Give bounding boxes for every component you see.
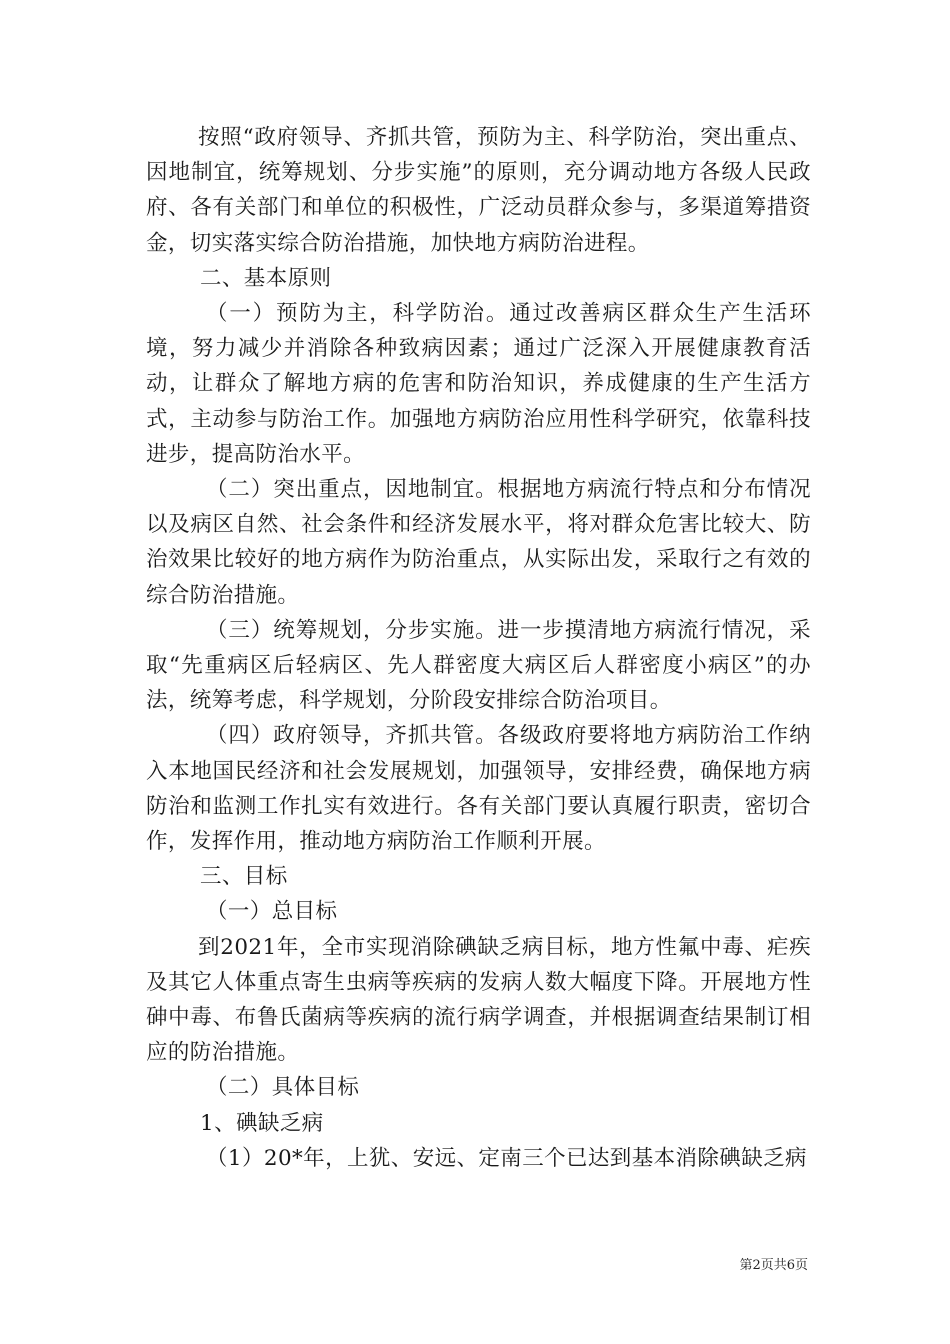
document-body: [146, 120, 811, 1176]
paragraph-principles-intro: 按照“政府领导、齐抓共管，预防为主、科学防治，突出重点、因地制宜，统筹规划、分步实施”的原则，充分调动地方各级人民政府、各有关部门和单位的积极性，广泛动员群众参与，多渠道筹措资金，切实落实综合防治措施，加快地方病防治进程。: [146, 125, 811, 256]
page-number-footer: 第2页共6页: [739, 1258, 808, 1273]
heading-basic-principles: 二、基本原则: [200, 265, 332, 291]
paragraph-iodine-item-1: （1）20*年，上犹、安远、定南三个已达到基本消除碘缺乏病: [206, 1145, 807, 1171]
paragraph-principle-1: （一）预防为主，科学防治。通过改善病区群众生产生活环境，努力减少并消除各种致病因素；通过广泛深入开展健康教育活动，让群众了解地方病的危害和防治知识，养成健康的生产生活方式，主动参与防治工作。加强地方病防治应用性科学研究，依靠科技进步，提高防治水平。: [146, 301, 811, 467]
subheading-specific-goals: （二）具体目标: [206, 1075, 360, 1101]
subheading-overall-goal: （一）总目标: [206, 899, 338, 925]
paragraph-principle-3: （三）统筹规划，分步实施。进一步摸清地方病流行情况，采取“先重病区后轻病区、先人群密度大病区后人群密度小病区”的办法，统筹考虑，科学规划，分阶段安排综合防治项目。: [146, 617, 811, 714]
heading-goals: 三、目标: [200, 864, 288, 890]
subheading-iodine-deficiency: 1、碘缺乏病: [200, 1110, 324, 1136]
paragraph-overall-goal: 到2021年，全市实现消除碘缺乏病目标，地方性氟中毒、疟疾及其它人体重点寄生虫病等疾病的发病人数大幅度下降。开展地方性砷中毒、布鲁氏菌病等疾病的流行病学调查，并根据调查结果制订相应的防治措施。: [146, 934, 811, 1066]
paragraph-principle-4: （四）政府领导，齐抓共管。各级政府要将地方病防治工作纳入本地国民经济和社会发展规划，加强领导，安排经费，确保地方病防治和监测工作扎实有效进行。各有关部门要认真履行职责，密切合作，发挥作用，推动地方病防治工作顺利开展。: [146, 723, 811, 855]
paragraph-principle-2: （二）突出重点，因地制宜。根据地方病流行特点和分布情况以及病区自然、社会条件和经济发展水平，将对群众危害比较大、防治效果比较好的地方病作为防治重点，从实际出发，采取行之有效的综合防治措施。: [146, 477, 811, 608]
